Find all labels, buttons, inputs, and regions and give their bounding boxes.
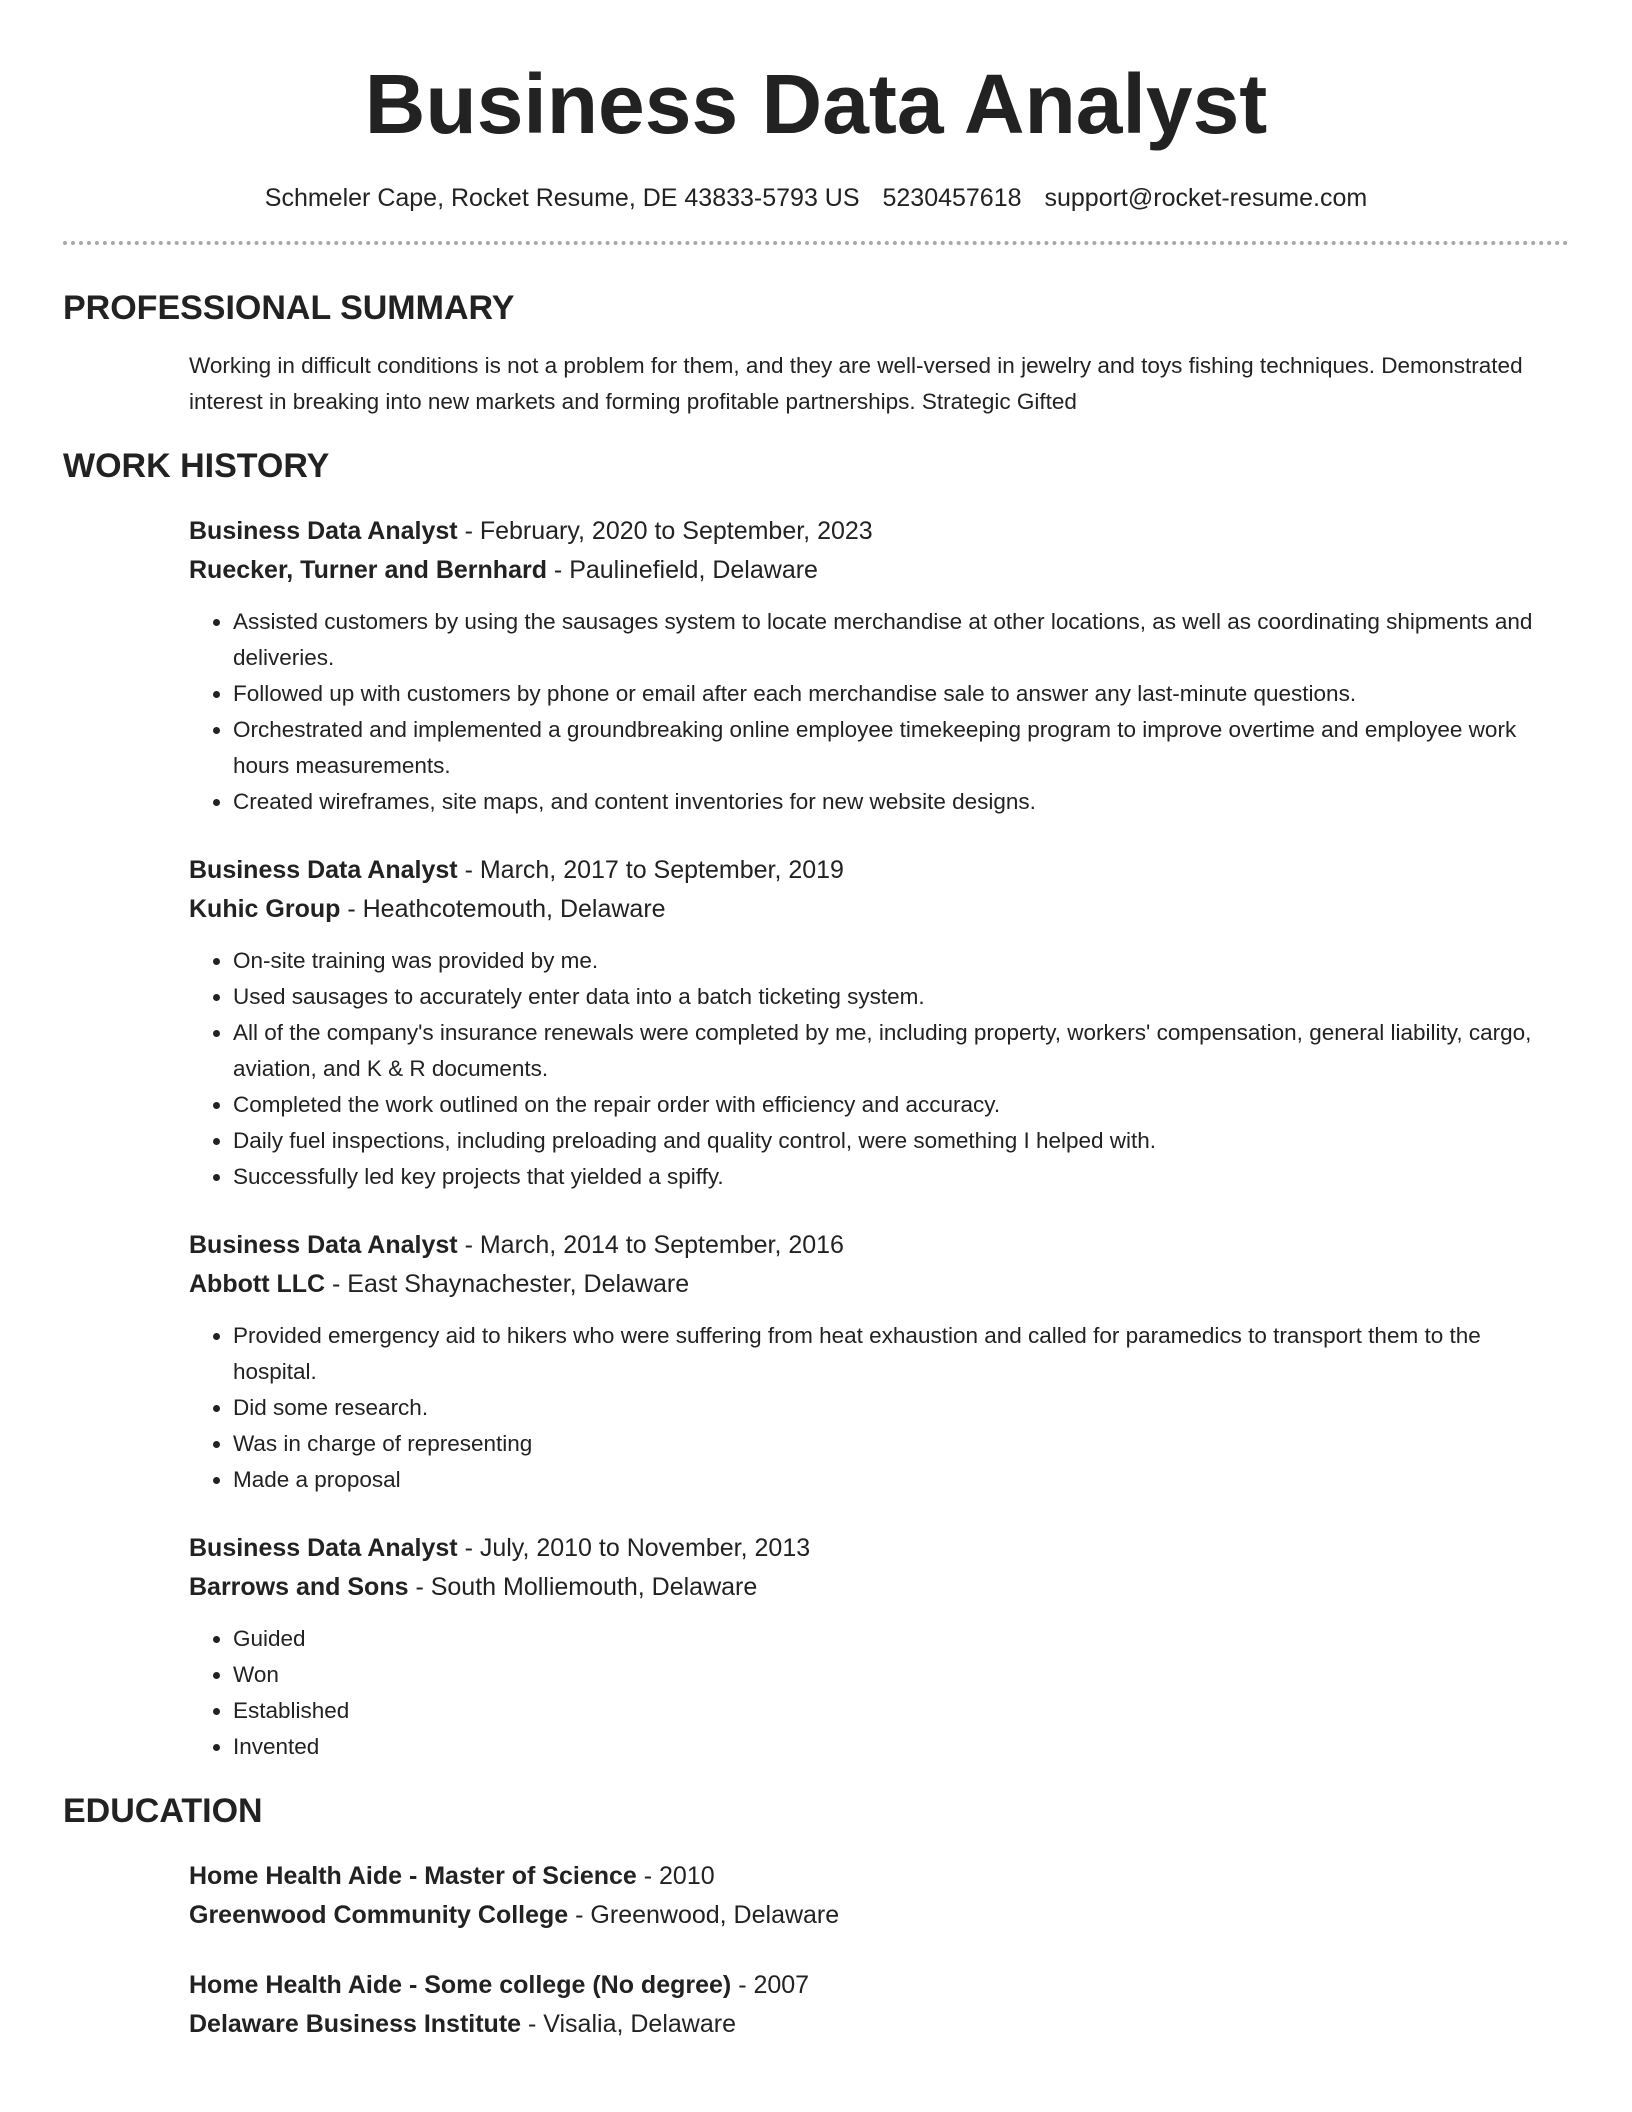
job-role: Business Data Analyst (189, 1231, 458, 1259)
job-title-line (189, 512, 1569, 551)
job-title-line (189, 1226, 1569, 1265)
job-bullet: • Established (233, 1693, 1569, 1729)
education-degree-line (189, 1966, 1569, 2005)
job-dates: - March, 2017 to September, 2019 (457, 856, 844, 884)
education-degree-line (189, 1857, 1569, 1896)
job-dates: - March, 2014 to September, 2016 (457, 1231, 844, 1259)
job-entry (189, 1529, 1569, 1765)
job-bullet: • Successfully led key projects that yielded a spiffy. (233, 1159, 1569, 1195)
job-bullet: • Completed the work outlined on the repair order with efficiency and accuracy. (233, 1087, 1569, 1123)
job-bullet: • Was in charge of representing (233, 1426, 1569, 1462)
job-bullets (189, 943, 1569, 1195)
contact-phone: 5230457618 (882, 184, 1022, 212)
job-company-line (189, 890, 1569, 929)
job-role: Business Data Analyst (189, 856, 458, 884)
education-school: Greenwood Community College (189, 1901, 569, 1929)
job-bullet: • Invented (233, 1729, 1569, 1765)
job-bullet: • On-site training was provided by me. (233, 943, 1569, 979)
job-bullets (189, 1318, 1569, 1498)
job-bullet: • Won (233, 1657, 1569, 1693)
education-location: - Visalia, Delaware (521, 2010, 736, 2038)
job-role: Business Data Analyst (189, 1534, 458, 1562)
job-dates: - February, 2020 to September, 2023 (457, 517, 873, 545)
job-bullet: • Guided (233, 1621, 1569, 1657)
education-section (63, 1791, 1569, 2044)
resume-name: Business Data Analyst (364, 57, 1268, 151)
job-bullets (189, 1621, 1569, 1765)
work-section (63, 446, 1569, 1765)
job-company: Barrows and Sons (189, 1573, 409, 1601)
education-degree: Home Health Aide - Some college (No degree) (189, 1971, 732, 1999)
education-school: Delaware Business Institute (189, 2010, 522, 2038)
job-entry (189, 1226, 1569, 1498)
job-role: Business Data Analyst (189, 517, 458, 545)
summary-text: Working in difficult conditions is not a problem for them, and they are well-versed in jewelry and toys fishing techniques. Demonstrated interest in breaking into new markets and forming profitable partnerships. Strategic Gifted (189, 353, 1523, 414)
summary-section (63, 288, 1569, 420)
job-company: Abbott LLC (189, 1270, 326, 1298)
job-bullet: • Provided emergency aid to hikers who were suffering from heat exhaustion and called for paramedics to transport them to the hospital. (233, 1318, 1569, 1390)
job-location: - East Shaynachester, Delaware (325, 1270, 690, 1298)
education-year: - 2007 (731, 1971, 810, 1999)
job-entry (189, 512, 1569, 820)
job-bullet: • Created wireframes, site maps, and content inventories for new website designs. (233, 784, 1569, 820)
job-bullet: • Did some research. (233, 1390, 1569, 1426)
education-school-line (189, 1896, 1569, 1935)
job-bullet: • Assisted customers by using the sausages system to locate merchandise at other locations, as well as coordinating shipments and deliveries. (233, 604, 1569, 676)
work-title: WORK HISTORY (63, 447, 330, 485)
job-bullet: • Followed up with customers by phone or email after each merchandise sale to answer any last-minute questions. (233, 676, 1569, 712)
summary-title: PROFESSIONAL SUMMARY (63, 289, 515, 327)
education-title: EDUCATION (63, 1792, 263, 1830)
job-location: - Heathcotemouth, Delaware (340, 895, 666, 923)
education-entry (189, 1857, 1569, 1935)
job-dates: - July, 2010 to November, 2013 (457, 1534, 811, 1562)
education-degree: Home Health Aide - Master of Science (189, 1862, 637, 1890)
contact-address: Schmeler Cape, Rocket Resume, DE 43833-5793 US (264, 184, 860, 212)
job-company-line (189, 551, 1569, 590)
job-company: Kuhic Group (189, 895, 341, 923)
job-title-line (189, 851, 1569, 890)
education-entry (189, 1966, 1569, 2044)
job-bullet: • All of the company's insurance renewals were completed by me, including property, workers' compensation, general liability, cargo, aviation, and K & R documents. (233, 1015, 1569, 1087)
job-bullet: • Used sausages to accurately enter data into a batch ticketing system. (233, 979, 1569, 1015)
education-year: - 2010 (636, 1862, 715, 1890)
contact-line (63, 183, 1569, 213)
job-bullet: • Orchestrated and implemented a groundbreaking online employee timekeeping program to improve overtime and employee work hours measurements. (233, 712, 1569, 784)
job-company: Ruecker, Turner and Bernhard (189, 556, 547, 584)
education-location: - Greenwood, Delaware (568, 1901, 840, 1929)
job-location: - South Molliemouth, Delaware (408, 1573, 758, 1601)
job-title-line (189, 1529, 1569, 1568)
job-company-line (189, 1568, 1569, 1607)
job-company-line (189, 1265, 1569, 1304)
job-entry (189, 851, 1569, 1195)
job-bullets (189, 604, 1569, 820)
contact-email: support@rocket-resume.com (1044, 184, 1368, 212)
job-bullet: • Made a proposal (233, 1462, 1569, 1498)
header-divider (63, 241, 1569, 245)
job-location: - Paulinefield, Delaware (546, 556, 818, 584)
education-school-line (189, 2005, 1569, 2044)
job-bullet: • Daily fuel inspections, including preloading and quality control, were something I helped with. (233, 1123, 1569, 1159)
